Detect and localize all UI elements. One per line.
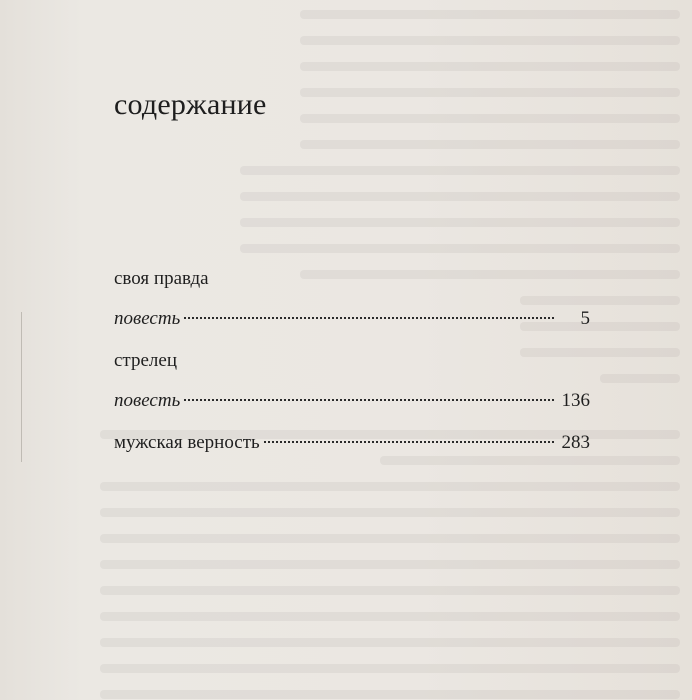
dot-leader xyxy=(184,399,554,401)
toc-entry-title: своя правда xyxy=(114,268,209,289)
toc-entry-subtitle: повесть xyxy=(114,308,181,329)
dot-leader xyxy=(264,441,554,443)
toc-heading: содержание xyxy=(114,88,267,121)
toc-entry-row[interactable] xyxy=(114,306,590,332)
table-of-contents xyxy=(114,266,590,456)
dot-leader xyxy=(184,317,554,319)
toc-entry-row[interactable] xyxy=(114,430,590,456)
toc-entry-row[interactable] xyxy=(114,388,590,414)
toc-page-number: 5 xyxy=(580,308,590,329)
page-edge-line xyxy=(21,312,22,462)
toc-entry-subtitle: повесть xyxy=(114,390,181,411)
toc-entry-title: стрелец xyxy=(114,350,177,371)
toc-entry-title: мужская верность xyxy=(114,432,260,453)
toc-page-number: 283 xyxy=(561,432,590,453)
toc-page-number: 136 xyxy=(561,390,590,411)
